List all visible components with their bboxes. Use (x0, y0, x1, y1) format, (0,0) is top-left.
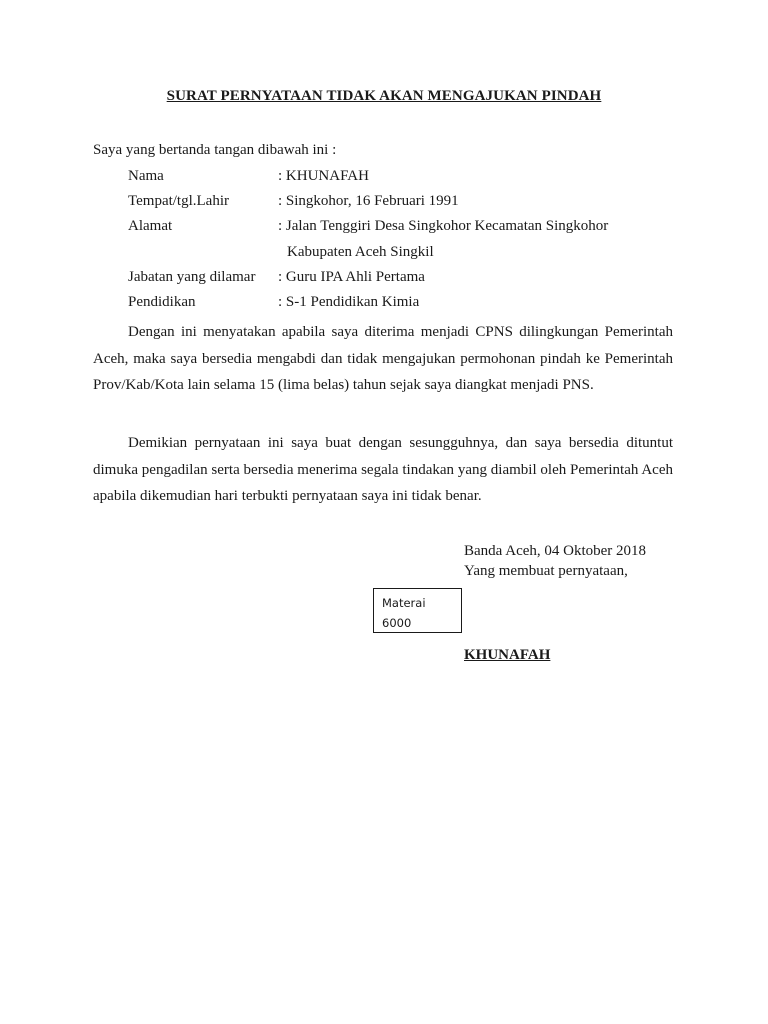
field-label-jabatan: Jabatan yang dilamar (128, 269, 256, 285)
materai-stamp-box (373, 588, 462, 633)
field-value-pendidikan: : S-1 Pendidikan Kimia (278, 294, 420, 310)
document-title: SURAT PERNYATAAN TIDAK AKAN MENGAJUKAN PINDAH (166, 88, 602, 104)
field-label-tempat-tgl-lahir: Tempat/tgl.Lahir (128, 193, 230, 209)
field-value-alamat-continued: Kabupaten Aceh Singkil (287, 244, 434, 260)
materai-label: Materai (382, 596, 426, 610)
field-value-nama: : KHUNAFAH (278, 168, 369, 184)
field-label-nama: Nama (128, 168, 164, 184)
closing-paragraph: Demikian pernyataan ini saya buat dengan sesungguhnya, dan saya bersedia dituntut dimuka pengadilan serta bersedia menerima segala tindakan yang diambil oleh Pemerintah Aceh apabila dikemudian hari terbukti pernyataan saya ini tidak benar. (93, 435, 673, 504)
intro-text: Saya yang bertanda tangan dibawah ini : (93, 142, 337, 158)
field-value-alamat: : Jalan Tenggiri Desa Singkohor Kecamatan Singkohor (278, 218, 609, 234)
materai-value: 6000 (382, 616, 412, 630)
field-value-jabatan: : Guru IPA Ahli Pertama (278, 269, 425, 285)
field-value-tempat-tgl-lahir: : Singkohor, 16 Februari 1991 (278, 193, 459, 209)
field-label-pendidikan: Pendidikan (128, 294, 196, 310)
field-label-alamat: Alamat (128, 218, 173, 234)
place-date: Banda Aceh, 04 Oktober 2018 (464, 543, 647, 559)
maker-label: Yang membuat pernyataan, (464, 563, 628, 579)
statement-paragraph: Dengan ini menyatakan apabila saya diterima menjadi CPNS dilingkungan Pemerintah Aceh, maka saya bersedia mengabdi dan tidak mengajukan permohonan pindah ke Pemerintah Prov/Kab/Kota lain selama 15 (lima belas) tahun sejak saya diangkat menjadi PNS. (93, 324, 673, 393)
signer-name: KHUNAFAH (464, 647, 551, 663)
